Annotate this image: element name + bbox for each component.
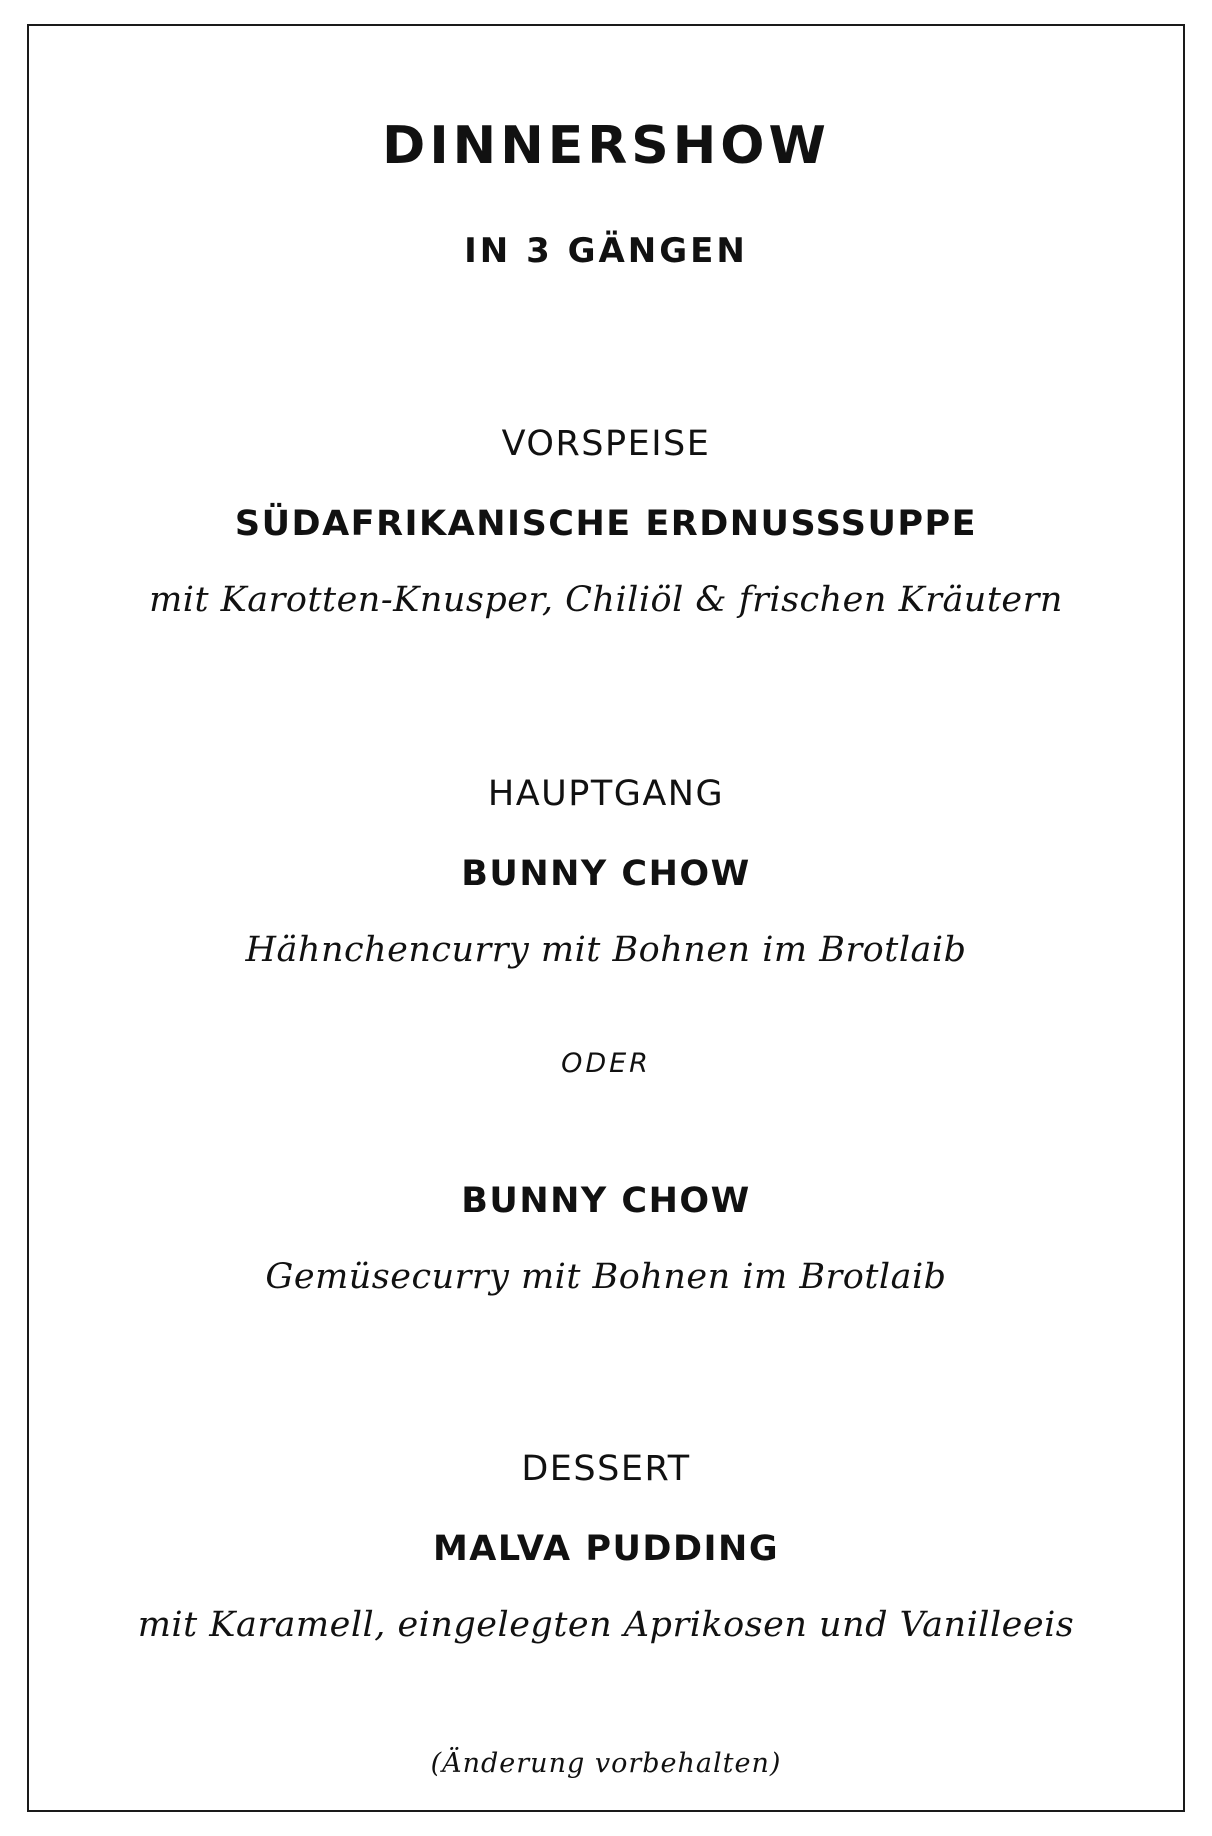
starter-section-heading: VORSPEISE [501,424,711,464]
menu-subtitle: IN 3 GÄNGEN [464,231,748,271]
main-option1-dish-description: Hähnchencurry mit Bohnen im Brotlaib [245,930,967,970]
main-option2-dish-description: Gemüsecurry mit Bohnen im Brotlaib [265,1257,947,1297]
change-reserved-note: (Änderung vorbehalten) [430,1748,782,1779]
menu-card [27,24,1185,1812]
main-option1-dish-name: BUNNY CHOW [461,854,751,894]
main-option-separator: ODER [561,1048,651,1079]
main-option2-dish-name: BUNNY CHOW [461,1181,751,1221]
menu-title: DINNERSHOW [382,116,830,176]
dessert-dish-name: MALVA PUDDING [432,1529,780,1569]
main-section-heading: HAUPTGANG [487,774,725,814]
starter-dish-description: mit Karotten-Knusper, Chiliöl & frischen Kräutern [149,580,1063,620]
starter-dish-name: SÜDAFRIKANISCHE ERDNUSSSUPPE [234,504,978,544]
dessert-section-heading: DESSERT [521,1449,691,1489]
dessert-dish-description: mit Karamell, eingelegten Aprikosen und Vanilleeis [137,1605,1075,1645]
